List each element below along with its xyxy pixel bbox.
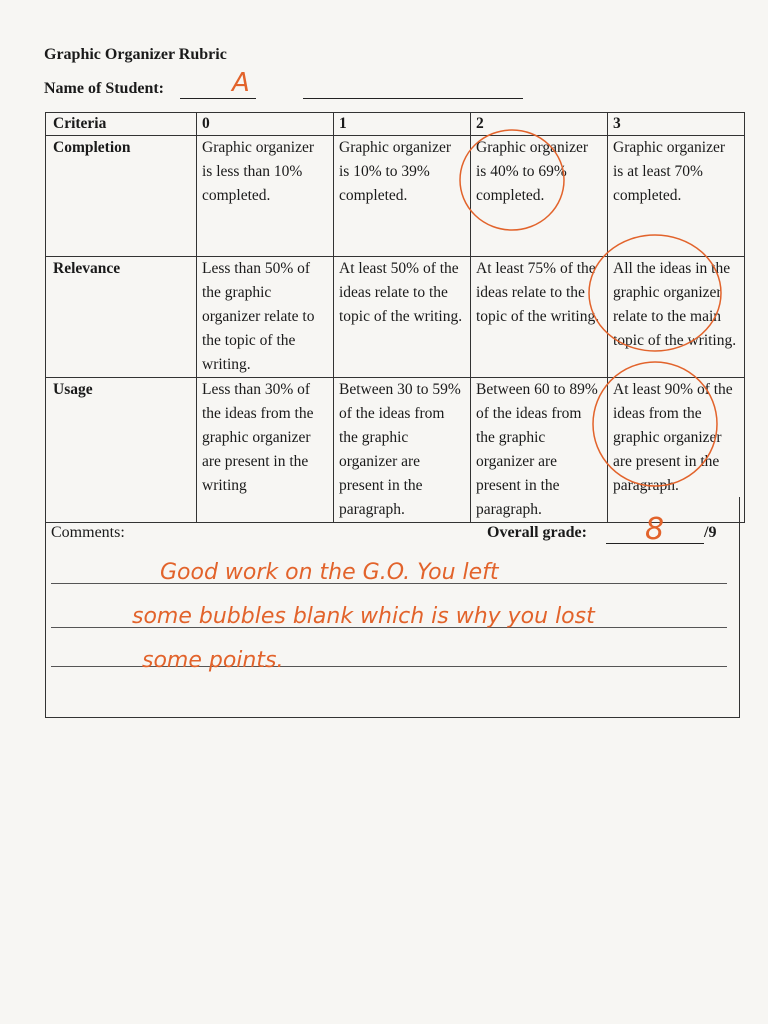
table-cell: At least 75% of the ideas relate to the topic of the writing. [471,257,608,378]
student-name-value: A [232,68,250,98]
header-score-2: 2 [471,113,608,136]
criterion-usage: Usage [46,378,197,523]
page-title: Graphic Organizer Rubric [44,46,227,63]
criterion-completion: Completion [46,136,197,257]
table-cell: Graphic organizer is at least 70% completed. [608,136,745,257]
criterion-relevance: Relevance [46,257,197,378]
header-criteria: Criteria [46,113,197,136]
table-cell: Between 30 to 59% of the ideas from the graphic organizer are present in the paragraph. [334,378,471,523]
table-cell: Between 60 to 89% of the ideas from the graphic organizer are present in the paragraph. [471,378,608,523]
table-cell: All the ideas in the graphic organizer relate to the main topic of the writing. [608,257,745,378]
table-cell: Less than 50% of the graphic organizer relate to the topic of the writing. [197,257,334,378]
grade-circle-completion [460,130,564,230]
handwritten-comment-line: Good work on the G.O. You left [160,560,499,585]
handwritten-comment-line: some bubbles blank which is why you lost [132,604,595,629]
header-score-1: 1 [334,113,471,136]
table-cell: Graphic organizer is less than 10% completed. [197,136,334,257]
table-cell: Graphic organizer is 40% to 69% completed. [471,136,608,257]
table-cell: Less than 30% of the ideas from the graphic organizer are present in the writing [197,378,334,523]
header-score-3: 3 [608,113,745,136]
comments-label: Comments: [51,524,125,541]
overall-grade-value: 8 [645,512,665,547]
table-cell: At least 50% of the ideas relate to the topic of the writing. [334,257,471,378]
grade-circle-relevance [589,235,721,351]
table-cell: Graphic organizer is 10% to 39% completed. [334,136,471,257]
grade-circle-usage [593,362,717,486]
student-name-label: Name of Student: [44,80,164,97]
header-score-0: 0 [197,113,334,136]
table-cell: At least 90% of the ideas from the graphic organizer are present in the paragraph. [608,378,745,523]
handwritten-comment-line: some points. [142,648,284,673]
overall-grade-label: Overall grade: [487,524,587,541]
overall-grade-max: /9 [704,524,717,541]
